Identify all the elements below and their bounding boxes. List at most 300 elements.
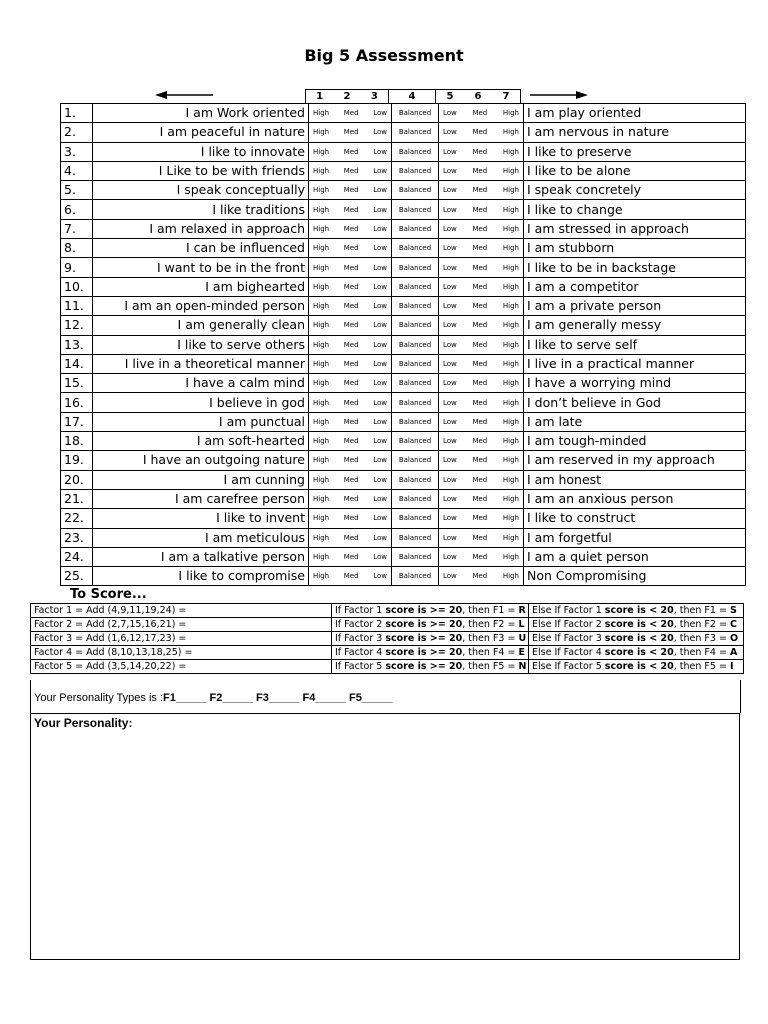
rating-option[interactable]: High [502, 167, 519, 176]
rating-option[interactable]: Med [472, 572, 488, 581]
rating-option[interactable]: High [313, 302, 330, 311]
rating-option[interactable]: High [313, 186, 330, 195]
balanced-option[interactable]: Balanced [392, 258, 439, 277]
rating-option[interactable]: High [313, 244, 330, 253]
factor-row [31, 646, 744, 660]
rating-option[interactable]: Med [472, 437, 488, 446]
rating-option[interactable]: Med [472, 109, 488, 118]
rating-option[interactable]: Med [343, 128, 359, 137]
table-row [61, 528, 746, 547]
type-slot-f3[interactable]: F3_____ [256, 692, 300, 704]
rating-option[interactable]: Low [373, 244, 387, 253]
item-left-statement: I am an open-minded person [93, 296, 309, 315]
balanced-option[interactable]: Balanced [392, 393, 439, 412]
rating-option[interactable]: High [313, 572, 330, 581]
rating-option[interactable]: Low [443, 495, 457, 504]
left-rating-options[interactable] [309, 316, 392, 335]
right-rating-options[interactable] [439, 374, 524, 393]
rating-option[interactable]: Med [343, 167, 359, 176]
balanced-option[interactable]: Balanced [392, 528, 439, 547]
balanced-option[interactable]: Balanced [392, 200, 439, 219]
rating-option[interactable]: Low [373, 205, 387, 214]
balanced-option[interactable]: Balanced [392, 277, 439, 296]
item-right-statement: I like to be alone [524, 161, 746, 180]
rating-option[interactable]: Med [343, 398, 359, 407]
rating-option[interactable]: High [313, 282, 330, 291]
rating-option[interactable]: Low [373, 495, 387, 504]
assessment-table [60, 103, 746, 586]
table-row [61, 374, 746, 393]
right-rating-options[interactable] [439, 547, 524, 566]
item-left-statement: I like traditions [93, 200, 309, 219]
rating-option[interactable]: Low [443, 224, 457, 233]
right-rating-options[interactable] [439, 142, 524, 161]
rating-option[interactable]: Med [343, 514, 359, 523]
rating-option[interactable]: Med [472, 456, 488, 465]
rating-option[interactable]: Low [373, 456, 387, 465]
rating-option[interactable]: Low [443, 533, 457, 542]
rating-option[interactable]: Low [373, 379, 387, 388]
rating-option[interactable]: Med [472, 514, 488, 523]
balanced-option[interactable]: Balanced [392, 412, 439, 431]
rating-option[interactable]: Med [472, 128, 488, 137]
rating-option[interactable]: Low [443, 475, 457, 484]
rating-option[interactable]: Med [343, 244, 359, 253]
balanced-option[interactable]: Balanced [392, 181, 439, 200]
rating-option[interactable]: High [502, 244, 519, 253]
rating-option[interactable]: Med [472, 167, 488, 176]
rating-option[interactable]: High [313, 379, 330, 388]
right-rating-options[interactable] [439, 393, 524, 412]
rating-option[interactable]: Low [443, 244, 457, 253]
balanced-option[interactable]: Balanced [392, 219, 439, 238]
item-left-statement: I am peaceful in nature [93, 123, 309, 142]
rating-option[interactable]: Med [343, 475, 359, 484]
rating-option[interactable]: Low [443, 360, 457, 368]
rating-option[interactable]: High [502, 282, 519, 291]
balanced-option[interactable]: Balanced [392, 239, 439, 258]
item-right-statement: I am late [524, 412, 746, 431]
item-left-statement: I am Work oriented [93, 104, 309, 123]
rule-condition: score is >= 20 [385, 661, 463, 672]
right-rating-options[interactable] [439, 296, 524, 315]
right-rating-options[interactable] [439, 509, 524, 528]
rating-option[interactable]: Low [443, 302, 457, 311]
rating-option[interactable]: High [313, 224, 330, 233]
rating-option[interactable]: High [313, 495, 330, 504]
right-rating-options[interactable] [439, 104, 524, 123]
type-slot-f1[interactable]: F1_____ [163, 692, 207, 704]
balanced-option[interactable]: Balanced [392, 142, 439, 161]
item-left-statement: I Like to be with friends [93, 161, 309, 180]
rating-option[interactable]: High [502, 533, 519, 542]
rating-option[interactable]: Med [472, 263, 488, 272]
right-rating-options[interactable] [439, 567, 524, 586]
factor-else-rule [529, 604, 744, 618]
rating-option[interactable]: High [502, 552, 519, 561]
rule-condition: score is < 20 [604, 633, 674, 644]
rating-option[interactable]: Low [443, 167, 457, 176]
rating-option[interactable]: Med [472, 302, 488, 311]
right-rating-options[interactable] [439, 354, 524, 373]
right-rating-options[interactable] [439, 412, 524, 431]
item-number: 15. [61, 374, 93, 393]
rating-option[interactable]: High [313, 340, 330, 349]
rating-option[interactable]: High [502, 321, 519, 330]
right-rating-options[interactable] [439, 528, 524, 547]
rating-option[interactable]: High [313, 167, 330, 176]
rating-option[interactable]: Low [373, 321, 387, 330]
rating-option[interactable]: High [313, 533, 330, 542]
rating-option[interactable]: Med [472, 282, 488, 291]
left-rating-options[interactable] [309, 412, 392, 431]
rating-option[interactable]: Low [443, 186, 457, 195]
rating-option[interactable]: Med [472, 379, 488, 388]
rating-option[interactable]: Med [343, 437, 359, 446]
rating-option[interactable]: Low [373, 533, 387, 542]
rule-condition: score is < 20 [604, 619, 674, 630]
balanced-option[interactable]: Balanced [392, 489, 439, 508]
rating-option[interactable]: High [502, 398, 519, 407]
left-rating-options[interactable] [309, 258, 392, 277]
rating-option[interactable]: Low [373, 552, 387, 561]
rating-option[interactable]: High [313, 360, 330, 368]
rating-option[interactable]: High [502, 475, 519, 484]
right-rating-options[interactable] [439, 451, 524, 470]
left-rating-options[interactable] [309, 547, 392, 566]
item-right-statement: I am honest [524, 470, 746, 489]
rating-option[interactable]: Low [373, 224, 387, 233]
rating-option[interactable]: High [502, 147, 519, 156]
right-rating-options[interactable] [439, 123, 524, 142]
rule-letter: R [518, 605, 526, 616]
rating-option[interactable]: High [313, 417, 330, 426]
rule-text: If Factor 4 [335, 647, 386, 658]
rating-option[interactable]: Med [343, 302, 359, 311]
left-rating-options[interactable] [309, 335, 392, 354]
left-rating-options[interactable] [309, 470, 392, 489]
balanced-option[interactable]: Balanced [392, 161, 439, 180]
type-slot-f2[interactable]: F2_____ [209, 692, 253, 704]
right-rating-options[interactable] [439, 181, 524, 200]
rating-option[interactable]: High [502, 128, 519, 137]
rating-option[interactable]: Med [343, 379, 359, 388]
table-row [61, 412, 746, 431]
balanced-option[interactable]: Balanced [392, 335, 439, 354]
rating-option[interactable]: Low [443, 128, 457, 137]
left-rating-options[interactable] [309, 432, 392, 451]
rating-option[interactable]: Med [472, 552, 488, 561]
item-left-statement: I am meticulous [93, 528, 309, 547]
rating-option[interactable]: Low [443, 552, 457, 561]
item-left-statement: I am relaxed in approach [93, 219, 309, 238]
table-row [61, 335, 746, 354]
left-rating-options[interactable] [309, 393, 392, 412]
rating-option[interactable]: High [313, 514, 330, 523]
balanced-option[interactable]: Balanced [392, 374, 439, 393]
item-number: 25. [61, 567, 93, 586]
rating-option[interactable]: Med [472, 224, 488, 233]
rating-option[interactable]: Low [443, 340, 457, 349]
rating-option[interactable]: Low [443, 282, 457, 291]
personality-box[interactable] [30, 713, 740, 960]
balanced-option[interactable]: Balanced [392, 123, 439, 142]
rating-option[interactable]: High [313, 475, 330, 484]
left-rating-options[interactable] [309, 161, 392, 180]
type-slot-f4[interactable]: F4_____ [302, 692, 346, 704]
rule-letter: O [729, 633, 739, 644]
rating-option[interactable]: Low [373, 360, 387, 368]
scale-number: 7 [502, 91, 510, 102]
left-rating-options[interactable] [309, 200, 392, 219]
left-rating-options[interactable] [309, 374, 392, 393]
rule-text: , then F2 = [673, 619, 730, 630]
item-left-statement: I live in a theoretical manner [93, 354, 309, 373]
rating-option[interactable]: Med [343, 263, 359, 272]
item-right-statement: I am tough-minded [524, 432, 746, 451]
rating-option[interactable]: High [313, 437, 330, 446]
rating-option[interactable]: High [313, 109, 330, 118]
rating-option[interactable]: Low [443, 109, 457, 118]
right-rating-options[interactable] [439, 161, 524, 180]
rating-option[interactable]: Low [373, 128, 387, 137]
factor-table [30, 603, 744, 674]
rating-option[interactable]: High [502, 109, 519, 118]
rating-option[interactable]: Med [472, 475, 488, 484]
rating-option[interactable]: High [313, 552, 330, 561]
personality-types-row [30, 680, 741, 713]
table-row [61, 296, 746, 315]
rating-option[interactable]: Low [443, 514, 457, 523]
rating-option[interactable]: Med [343, 282, 359, 291]
rating-option[interactable]: Med [343, 147, 359, 156]
rating-option[interactable]: High [502, 379, 519, 388]
rating-option[interactable]: Low [373, 437, 387, 446]
rating-option[interactable]: Med [472, 340, 488, 349]
rating-option[interactable]: High [502, 495, 519, 504]
left-rating-options[interactable] [309, 181, 392, 200]
rating-option[interactable]: High [502, 263, 519, 272]
item-right-statement: I don’t believe in God [524, 393, 746, 412]
item-right-statement: I am play oriented [524, 104, 746, 123]
table-row [61, 123, 746, 142]
rating-option[interactable]: High [502, 205, 519, 214]
right-rating-options[interactable] [439, 219, 524, 238]
rating-option[interactable]: Med [343, 205, 359, 214]
factor-row [31, 632, 744, 646]
rating-option[interactable]: High [502, 340, 519, 349]
rating-option[interactable]: High [502, 302, 519, 311]
rating-option[interactable]: High [313, 147, 330, 156]
item-number: 8. [61, 239, 93, 258]
rating-option[interactable]: Med [343, 495, 359, 504]
left-rating-options[interactable] [309, 296, 392, 315]
rating-option[interactable]: Med [472, 417, 488, 426]
factor-row [31, 604, 744, 618]
rule-condition: score is >= 20 [385, 619, 463, 630]
item-right-statement: I am a competitor [524, 277, 746, 296]
table-row [61, 181, 746, 200]
left-rating-options[interactable] [309, 451, 392, 470]
rating-option[interactable]: High [502, 514, 519, 523]
item-right-statement: I speak concretely [524, 181, 746, 200]
rating-option[interactable]: High [502, 417, 519, 426]
right-rating-options[interactable] [439, 277, 524, 296]
rating-option[interactable]: Low [373, 167, 387, 176]
type-slot-f5[interactable]: F5_____ [349, 692, 393, 704]
rating-option[interactable]: High [313, 398, 330, 407]
table-row [61, 393, 746, 412]
left-rating-options[interactable] [309, 239, 392, 258]
right-rating-options[interactable] [439, 489, 524, 508]
to-score-heading: To Score... [70, 587, 147, 602]
rating-option[interactable]: Low [373, 398, 387, 407]
left-rating-options[interactable] [309, 354, 392, 373]
rating-option[interactable]: Med [343, 533, 359, 542]
scale-number: 2 [343, 91, 351, 102]
item-number: 10. [61, 277, 93, 296]
left-rating-options[interactable] [309, 528, 392, 547]
rating-option[interactable]: Med [472, 244, 488, 253]
rating-option[interactable]: Med [472, 147, 488, 156]
item-number: 23. [61, 528, 93, 547]
left-rating-options[interactable] [309, 219, 392, 238]
rating-option[interactable]: Med [472, 533, 488, 542]
rating-option[interactable]: Med [343, 572, 359, 581]
item-right-statement: I am a quiet person [524, 547, 746, 566]
rating-option[interactable]: High [313, 205, 330, 214]
table-row [61, 509, 746, 528]
rule-text: Else If Factor 4 [532, 647, 605, 658]
rating-option[interactable]: Low [443, 456, 457, 465]
left-rating-options[interactable] [309, 567, 392, 586]
balanced-option[interactable]: Balanced [392, 104, 439, 123]
left-rating-options[interactable] [309, 104, 392, 123]
rating-option[interactable]: Med [343, 456, 359, 465]
factor-row [31, 618, 744, 632]
rating-option[interactable]: High [313, 456, 330, 465]
rating-option[interactable]: High [313, 321, 330, 330]
item-number: 1. [61, 104, 93, 123]
rating-option[interactable]: Med [472, 205, 488, 214]
rating-option[interactable]: Med [343, 340, 359, 349]
rating-option[interactable]: Low [373, 186, 387, 195]
rating-option[interactable]: High [502, 186, 519, 195]
table-row [61, 432, 746, 451]
rating-option[interactable]: High [502, 572, 519, 581]
rating-option[interactable]: Med [472, 495, 488, 504]
rule-text: If Factor 3 [335, 633, 386, 644]
rating-option[interactable]: Low [373, 475, 387, 484]
rating-option[interactable]: Low [443, 417, 457, 426]
right-rating-options[interactable] [439, 335, 524, 354]
balanced-option[interactable]: Balanced [392, 470, 439, 489]
rating-option[interactable]: Med [472, 398, 488, 407]
right-rating-options[interactable] [439, 200, 524, 219]
rating-option[interactable]: Low [373, 109, 387, 118]
rating-option[interactable]: Low [373, 282, 387, 291]
rating-option[interactable]: Low [373, 263, 387, 272]
right-rating-options[interactable] [439, 316, 524, 335]
rating-option[interactable]: High [502, 360, 519, 368]
balanced-option[interactable]: Balanced [392, 509, 439, 528]
rating-option[interactable]: Low [443, 321, 457, 330]
left-rating-options[interactable] [309, 123, 392, 142]
factor-formula: Factor 4 = Add (8,10,13,18,25) = [31, 646, 332, 660]
rating-option[interactable]: Med [343, 321, 359, 330]
item-right-statement: I am generally messy [524, 316, 746, 335]
rating-option[interactable]: High [502, 456, 519, 465]
balanced-option[interactable]: Balanced [392, 547, 439, 566]
balanced-option[interactable]: Balanced [392, 432, 439, 451]
rating-option[interactable]: High [502, 437, 519, 446]
item-number: 17. [61, 412, 93, 431]
rule-text: , then F1 = [673, 605, 730, 616]
scale-number: 5 [446, 91, 454, 102]
scale-number: 1 [316, 91, 324, 102]
rating-option[interactable]: Low [443, 379, 457, 388]
rating-option[interactable]: High [313, 128, 330, 137]
balanced-option[interactable]: Balanced [392, 316, 439, 335]
item-left-statement: I am cunning [93, 470, 309, 489]
right-rating-options[interactable] [439, 239, 524, 258]
rating-option[interactable]: High [313, 263, 330, 272]
right-rating-options[interactable] [439, 258, 524, 277]
item-left-statement: I am a talkative person [93, 547, 309, 566]
balanced-option[interactable]: Balanced [392, 296, 439, 315]
rating-option[interactable]: Med [343, 417, 359, 426]
rating-option[interactable]: Med [343, 109, 359, 118]
scale-number: 3 [370, 91, 378, 102]
rule-text: , then F1 = [462, 605, 519, 616]
rating-option[interactable]: High [502, 224, 519, 233]
rating-option[interactable]: Low [443, 572, 457, 581]
rating-option[interactable]: Low [373, 417, 387, 426]
rating-option[interactable]: Low [373, 514, 387, 523]
rating-option[interactable]: Low [443, 398, 457, 407]
rule-condition: score is >= 20 [385, 605, 463, 616]
rating-option[interactable]: Med [472, 360, 488, 368]
rating-option[interactable]: Med [472, 186, 488, 195]
balanced-option[interactable]: Balanced [392, 354, 439, 373]
rating-option[interactable]: Low [373, 572, 387, 581]
rule-text: Else If Factor 2 [532, 619, 605, 630]
rule-text: , then F3 = [673, 633, 730, 644]
rating-option[interactable]: Med [343, 360, 359, 368]
rule-condition: score is < 20 [604, 647, 674, 658]
rating-option[interactable]: Low [443, 205, 457, 214]
rating-option[interactable]: Med [472, 321, 488, 330]
left-rating-options[interactable] [309, 277, 392, 296]
left-rating-options[interactable] [309, 142, 392, 161]
rating-option[interactable]: Low [373, 147, 387, 156]
left-rating-options[interactable] [309, 489, 392, 508]
item-right-statement: I like to construct [524, 509, 746, 528]
right-rating-options[interactable] [439, 432, 524, 451]
right-rating-options[interactable] [439, 470, 524, 489]
rating-option[interactable]: Med [343, 186, 359, 195]
rating-option[interactable]: Med [343, 224, 359, 233]
balanced-option[interactable]: Balanced [392, 567, 439, 586]
left-rating-options[interactable] [309, 509, 392, 528]
rating-option[interactable]: Low [443, 437, 457, 446]
rating-option[interactable]: Med [343, 552, 359, 561]
rating-option[interactable]: Low [443, 147, 457, 156]
rating-option[interactable]: Low [373, 340, 387, 349]
rating-option[interactable]: Low [373, 302, 387, 311]
balanced-option[interactable]: Balanced [392, 451, 439, 470]
rating-option[interactable]: Low [443, 263, 457, 272]
